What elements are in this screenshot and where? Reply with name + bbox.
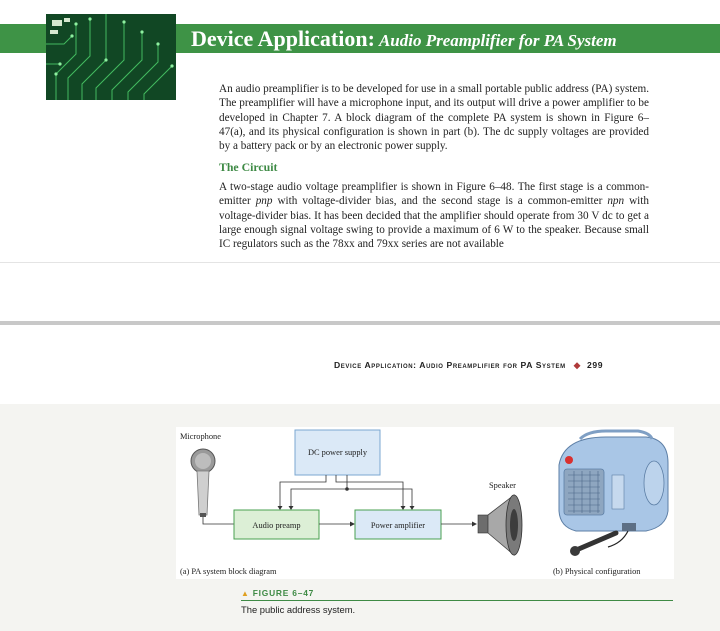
part-a-caption: (a) PA system block diagram xyxy=(180,567,277,576)
intro-paragraph: An audio preamplifier is to be developed for use in a small portable public address (PA) system. The preamplifier will have a microphone input, and its output will drive a power amplifier to be developed in Chapter 7. A block diagram of the complete PA system is shown in Figure 6–47(a), and its physical configuration is shown in part (b). The dc supply voltages are provided by a battery pack or by an electronic power supply. xyxy=(219,83,649,153)
circuit-paragraph xyxy=(219,180,649,251)
separator-line xyxy=(0,262,720,263)
power-lines xyxy=(280,475,412,506)
power-amplifier-label: Power amplifier xyxy=(370,521,426,530)
figure-caption: The public address system. xyxy=(241,604,356,615)
bullet-icon: ◆ xyxy=(573,360,581,370)
arrow-icon xyxy=(472,522,477,527)
para2-npn: npn xyxy=(607,195,625,208)
junction-dot xyxy=(345,487,349,491)
para2-part-a: A two-stage audio voltage preamplifier is shown in Figure 6–48. The first stage is a common-emitter xyxy=(219,181,649,208)
dc-power-supply-label: DC power supply xyxy=(307,448,368,457)
triangle-icon: ▲ xyxy=(241,589,250,598)
section-title xyxy=(191,25,617,53)
audio-preamp-label: Audio preamp xyxy=(252,521,301,530)
microphone-icon xyxy=(191,449,215,517)
page-number: 299 xyxy=(586,360,604,370)
figure-number xyxy=(241,588,314,598)
running-head-text: Device Application: Audio Preamplifier for PA System xyxy=(334,360,566,370)
para2-part-b: with voltage-divider bias, and the second stage is a common-emitter xyxy=(272,195,608,208)
running-head xyxy=(334,360,603,371)
circuit-board-image xyxy=(46,14,176,100)
arrow-icon xyxy=(350,522,355,527)
circuit-heading: The Circuit xyxy=(219,160,278,174)
figure-number-text: FIGURE 6–47 xyxy=(252,588,315,598)
title-sub: Audio Preamplifier for PA System xyxy=(378,31,617,50)
figure-panel xyxy=(176,427,674,579)
power-arrowheads xyxy=(278,506,415,510)
pa-device-icon xyxy=(559,431,668,556)
para2-pnp: pnp xyxy=(255,195,273,208)
microphone-label: Microphone xyxy=(180,432,221,441)
para2-part-c: with voltage-divider bias. It has been decided that the amplifier should operate from 30 V dc to get a large enough signal voltage swing to provide a maximum of 6 W to the speaker. Because small IC regulators such as the 78xx and 79xx series are not available xyxy=(219,195,649,251)
part-b-caption: (b) Physical configuration xyxy=(553,567,641,576)
pa-system-figure xyxy=(176,427,674,579)
page-divider xyxy=(0,321,720,325)
page-gap xyxy=(0,262,720,322)
page-top xyxy=(0,0,720,262)
speaker-icon xyxy=(478,495,522,555)
speaker-label: Speaker xyxy=(489,481,516,490)
figure-rule xyxy=(241,600,673,601)
title-main: Device Application: xyxy=(191,26,375,51)
